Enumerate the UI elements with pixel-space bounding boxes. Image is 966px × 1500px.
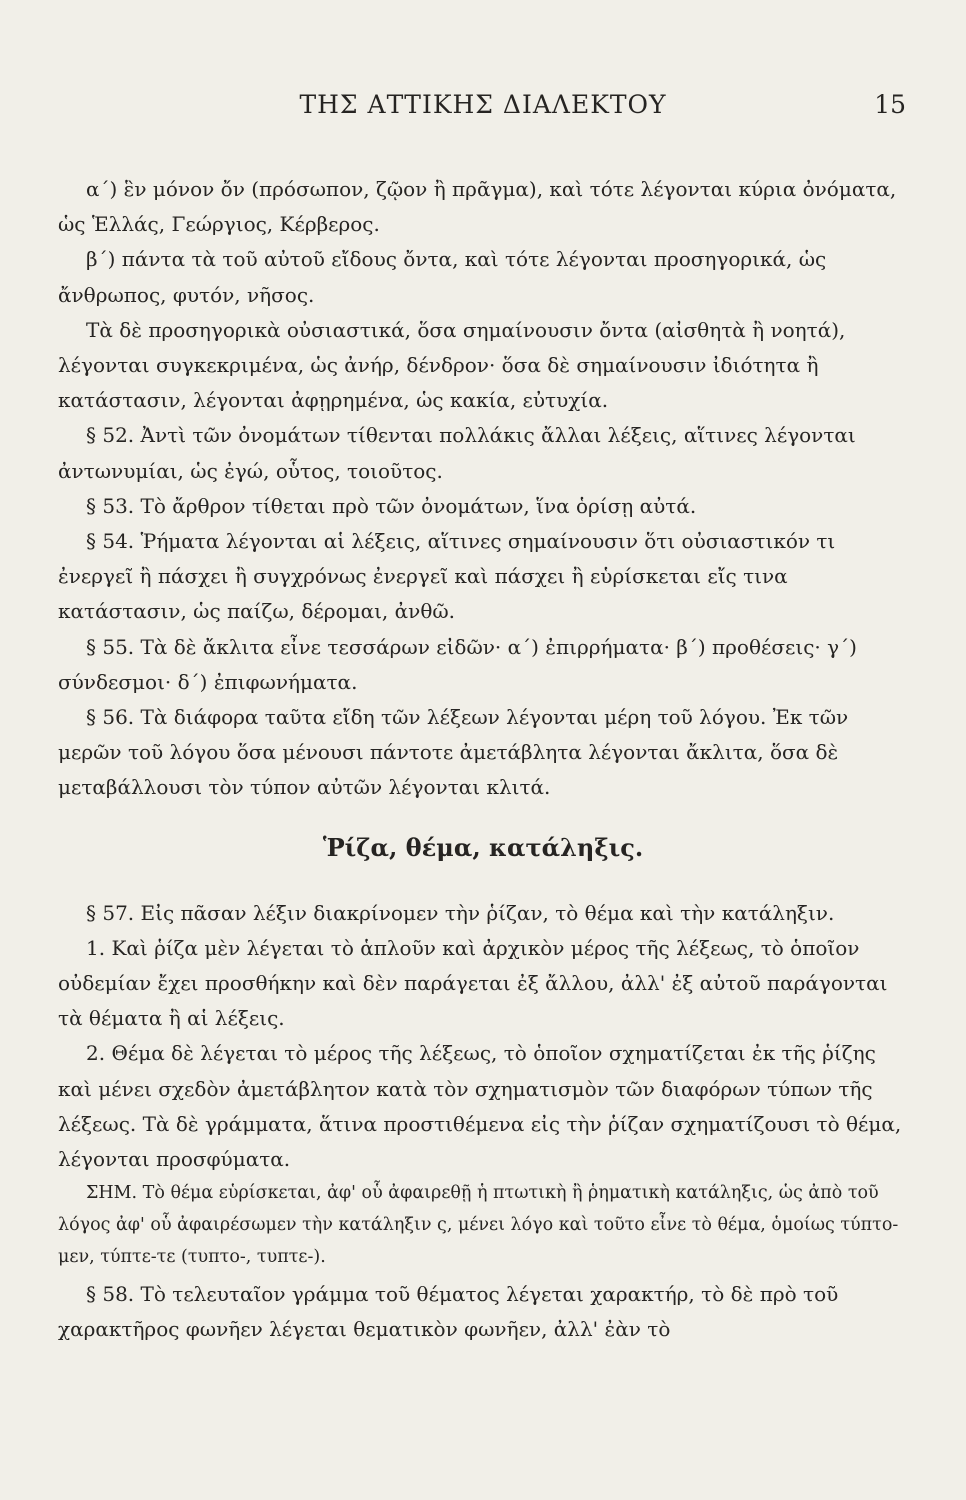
note-block (58, 1177, 908, 1273)
paragraph: β΄) πάντα τὰ τοῦ αὐτοῦ εἴδους ὄντα, καὶ τότε λέγονται προσηγορικά, ὡς ἄνθρωπος, φυτόν, νῆσος. (58, 247, 827, 307)
paragraph: Τὰ δὲ προσηγορικὰ οὐσιαστικά, ὅσα σημαίνουσιν ὄντα (αἰσθητὰ ἢ νοητά), λέγονται συγκεκριμένα, ὡς ἀνήρ, δένδρον· ὅσα δὲ σημαίνουσιν ἰδιότητα ἢ κατάστασιν, λέγονται ἀφῃρημένα, ὡς κακία, εὐτυχία. (58, 317, 846, 413)
paragraph: 1. Καὶ ῥίζα μὲν λέγεται τὸ ἁπλοῦν καὶ ἀρχικὸν μέρος τῆς λέξεως, τὸ ὁποῖον οὐδεμίαν ἔχει προσθήκην καὶ δὲν παράγεται ἐξ ἄλλου, ἀλλ' ἐξ αὐτοῦ παράγονται τὰ θέματα ἢ αἱ λέξεις. (58, 935, 888, 1031)
paragraph: § 58. Τὸ τελευταῖον γράμμα τοῦ θέματος λέγεται χαρακτήρ, τὸ δὲ πρὸ τοῦ χαρακτῆρος φωνῆεν λέγεται θεματικὸν φωνῆεν, ἀλλ' ἐὰν τὸ (58, 1282, 839, 1342)
paragraph: α΄) ἓν μόνον ὄν (πρόσωπον, ζῷον ἢ πρᾶγμα), καὶ τότε λέγονται κύρια ὀνόματα, ὡς Ἑλλάς, Γεώργιος, Κέρβερος. (58, 177, 897, 237)
page-number: 15 (874, 90, 906, 119)
running-title: ΤΗΣ ΑΤΤΙΚΗΣ ΔΙΑΛΕΚΤΟΥ (299, 90, 667, 119)
paragraph: § 56. Τὰ διάφορα ταῦτα εἴδη τῶν λέξεων λέγονται μέρη τοῦ λόγου. Ἐκ τῶν μερῶν τοῦ λόγου ὅσα μένουσι πάντοτε ἀμετάβλητα λέγονται ἄκλιτα, ὅσα δὲ μεταβάλλουσι τὸν τύπον αὐτῶν λέγονται κλιτά. (58, 705, 849, 800)
paragraph: § 57. Εἰς πᾶσαν λέξιν διακρίνομεν τὴν ῥίζαν, τὸ θέμα καὶ τὴν κατάληξιν. (86, 900, 835, 925)
paragraph: § 54. Ῥήματα λέγονται αἱ λέξεις, αἵτινες σημαίνουσιν ὅτι οὐσιαστικόν τι ἐνεργεῖ ἢ πάσχει ἢ συγχρόνως ἐνεργεῖ καὶ πάσχει ἢ εὑρίσκεται εἴς τινα κατάστασιν, ὡς παίζω, δέρομαι, ἀνθῶ. (58, 529, 836, 624)
note: ΣΗΜ. Τὸ θέμα εὑρίσκεται, ἀφ' οὗ ἀφαιρεθῇ ἡ πτωτικὴ ἢ ῥηματικὴ κατάληξις, ὡς ἀπὸ τοῦ λόγος ἀφ' οὗ ἀφαιρέσωμεν τὴν κατάληξιν ς, μένει λόγο καὶ τοῦτο εἶνε τὸ θέμα, ὁμοίως τύπτο-μεν, τύπτε-τε (τυπτο-, τυπτε-). (58, 1183, 899, 1268)
running-head (58, 90, 908, 130)
paragraph: § 55. Τὰ δὲ ἄκλιτα εἶνε τεσσάρων εἰδῶν· α΄) ἐπιρρήματα· β΄) προθέσεις· γ΄) σύνδεσμοι· δ΄) ἐπιφωνήματα. (58, 634, 857, 694)
paragraph: § 53. Τὸ ἄρθρον τίθεται πρὸ τῶν ὀνομάτων, ἵνα ὁρίσῃ αὐτά. (86, 493, 697, 518)
paragraph: § 52. Ἀντὶ τῶν ὀνομάτων τίθενται πολλάκις ἄλλαι λέξεις, αἵτινες λέγονται ἀντωνυμίαι, ὡς ἐγώ, οὗτος, τοιοῦτος. (58, 423, 856, 483)
page-body (58, 172, 908, 1348)
paragraph: 2. Θέμα δὲ λέγεται τὸ μέρος τῆς λέξεως, τὸ ὁποῖον σχηματίζεται ἐκ τῆς ῥίζης καὶ μένει σχεδὸν ἀμετάβλητον κατὰ τὸν σχηματισμὸν τῶν διαφόρων τύπων τῆς λέξεως. Τὰ δὲ γράμματα, ἅτινα προστιθέμενα εἰς τὴν ῥίζαν σχηματίζουσι τὸ θέμα, λέγονται προσφύματα. (58, 1041, 902, 1172)
section-heading: Ῥίζα, θέμα, κατάληξις. (322, 832, 644, 862)
